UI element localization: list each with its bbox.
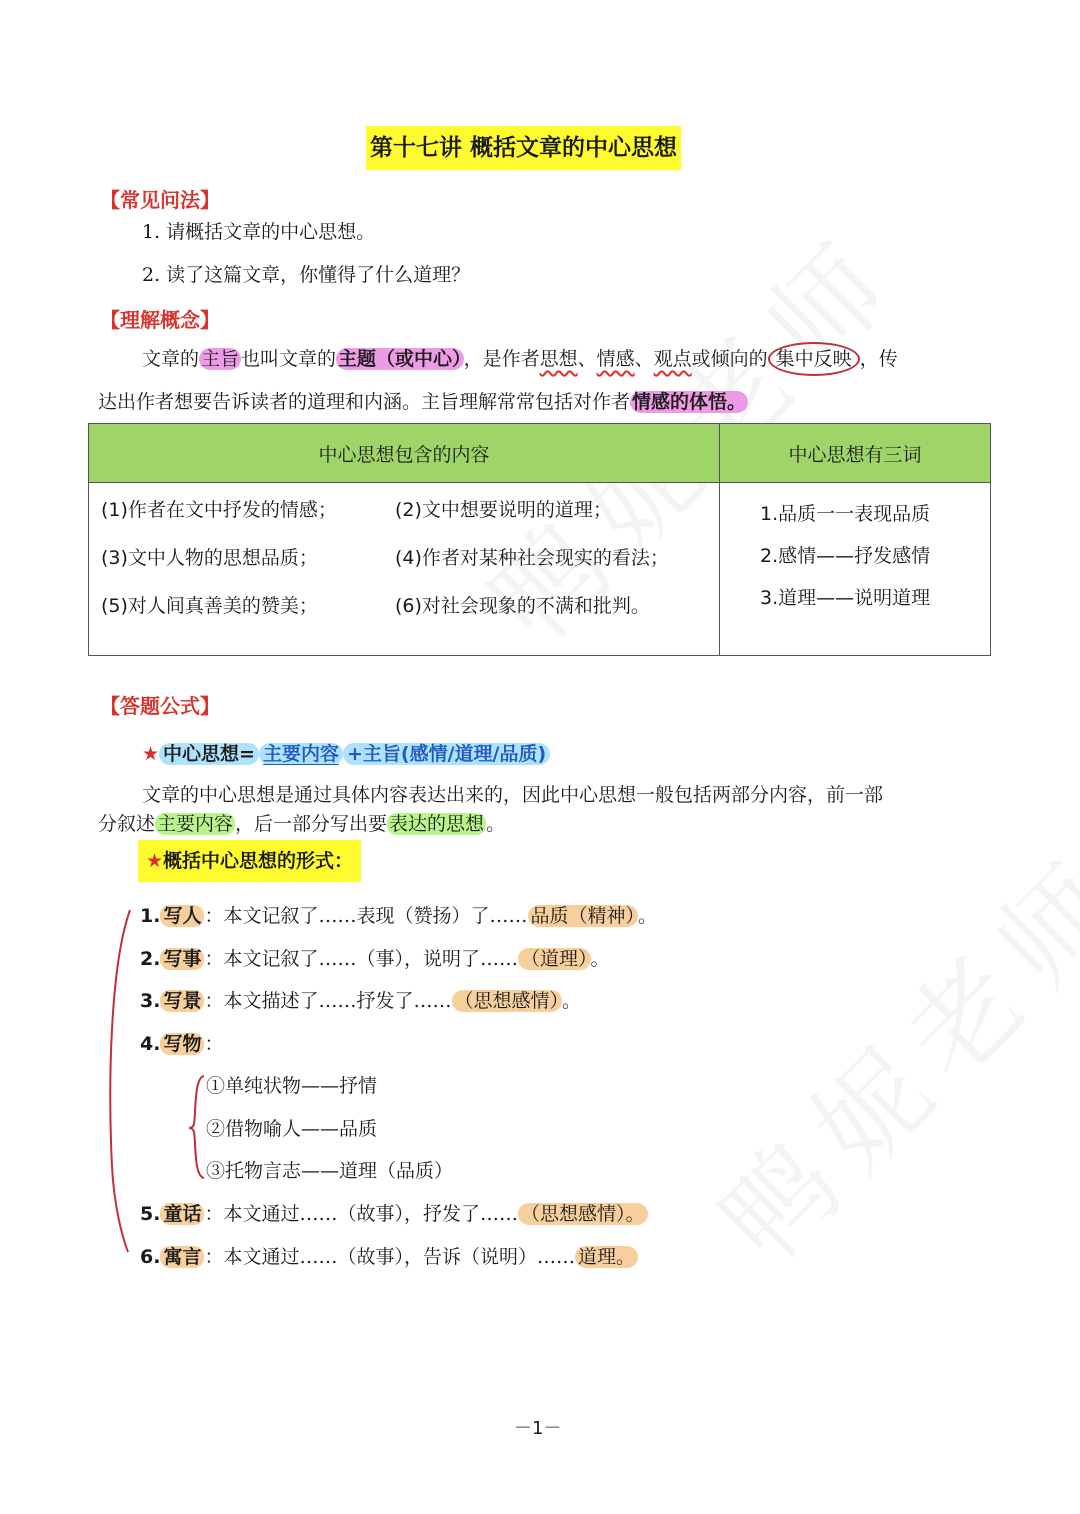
star-icon: ★ — [146, 850, 164, 872]
word-item: 1.品质一一表现品质 — [760, 503, 931, 525]
forms-title: ★概括中心思想的形式： — [138, 840, 361, 882]
form-item-5: 5. 童话 ：本文通过……（故事），抒发了…… （思想感情）。 — [140, 1199, 648, 1226]
brace-icon — [188, 1072, 208, 1182]
highlight-answer: 道理。 — [575, 1246, 638, 1268]
form-item-6: 6. 寓言 ：本文通过……（故事），告诉（说明）…… 道理。 — [140, 1242, 638, 1269]
table-cell-three-words — [720, 483, 991, 656]
watermark — [680, 812, 1080, 1291]
page-number: －1－ — [514, 1418, 562, 1439]
page-title: 第十七讲 概括文章的中心思想 — [366, 126, 681, 170]
word-item: 2.感情——抒发感情 — [760, 545, 931, 567]
form-item-2: 2. 写事 ：本文记叙了……（事），说明了…… （道理） 。 — [140, 948, 610, 970]
star-icon: ★ — [142, 743, 160, 765]
question-2: 2. 读了这篇文章，你懂得了什么道理？ — [142, 264, 471, 286]
content-item: (6)对社会现象的不满和批判。 — [395, 595, 650, 617]
form-item-4: 4. 写物 ： — [140, 1033, 224, 1055]
formula-paragraph-line2: 分叙述 主要内容 ，后一部分写出要 表达的思想 。 — [98, 813, 506, 835]
formula-line: ★ 中心思想= 主要内容 +主旨(感情/道理/品质) — [142, 739, 550, 766]
highlight-main-content-green: 主要内容 — [157, 813, 234, 835]
content-item: (5)对人间真善美的赞美； — [101, 595, 318, 617]
form-item-1: 1. 写人 ：本文记叙了……表现（赞扬）了…… 品质（精神） 。 — [140, 905, 658, 927]
highlight-answer: （思想感情） — [452, 990, 563, 1012]
concept-paragraph-line2: 达出作者想要告诉读者的道理和内涵。主旨理解常常包括对作者 情感的体悟。 — [98, 391, 747, 413]
circled-text: 集中反映 — [768, 342, 860, 376]
section-concept: 【理解概念】 — [100, 308, 220, 332]
content-item: (3)文中人物的思想品质； — [101, 547, 318, 569]
formula-paragraph-line1: 文章的中心思想是通过具体内容表达出来的，因此中心思想一般包括两部分内容，前一部 — [142, 784, 884, 806]
section-common-questions: 【常见问法】 — [100, 188, 220, 212]
content-item: (1)作者在文中抒发的情感； — [101, 499, 337, 521]
table-header-right: 中心思想有三词 — [720, 424, 991, 483]
content-item: (2)文中想要说明的道理； — [395, 499, 612, 521]
word-item: 3.道理——说明道理 — [760, 587, 931, 609]
concept-paragraph-line1: 文章的 主旨 也叫文章的 主题（或中心） ，是作者思想、情感、观点或倾向的 集中反映 ，传 — [142, 345, 898, 373]
highlight-answer: （道理） — [518, 948, 591, 970]
sub-item: ③托物言志——道理（品质） — [206, 1160, 454, 1182]
highlight-emotion: 情感的体悟。 — [632, 391, 747, 413]
highlight-expressed-idea: 表达的思想 — [389, 813, 485, 835]
form-item-3: 3. 写景 ：本文描述了……抒发了…… （思想感情） 。 — [140, 990, 582, 1012]
section-formula: 【答题公式】 — [100, 694, 220, 718]
table-header-left: 中心思想包含的内容 — [89, 424, 720, 483]
content-item: (4)作者对某种社会现实的看法； — [395, 547, 669, 569]
highlight-main-content: 主要内容 — [259, 743, 343, 765]
table-cell-contents — [89, 483, 720, 656]
highlight-answer: （思想感情）。 — [518, 1203, 648, 1225]
content-table — [88, 423, 991, 656]
highlight-subject: 主题（或中心） — [338, 348, 462, 370]
sub-item: ②借物喻人——品质 — [206, 1118, 378, 1140]
question-1: 1. 请概括文章的中心思想。 — [142, 221, 376, 243]
bracket-line — [100, 906, 140, 1256]
sub-item: ①单纯状物——抒情 — [206, 1075, 378, 1097]
highlight-theme: 主旨 — [201, 348, 240, 370]
highlight-answer: 品质（精神） — [528, 905, 639, 927]
